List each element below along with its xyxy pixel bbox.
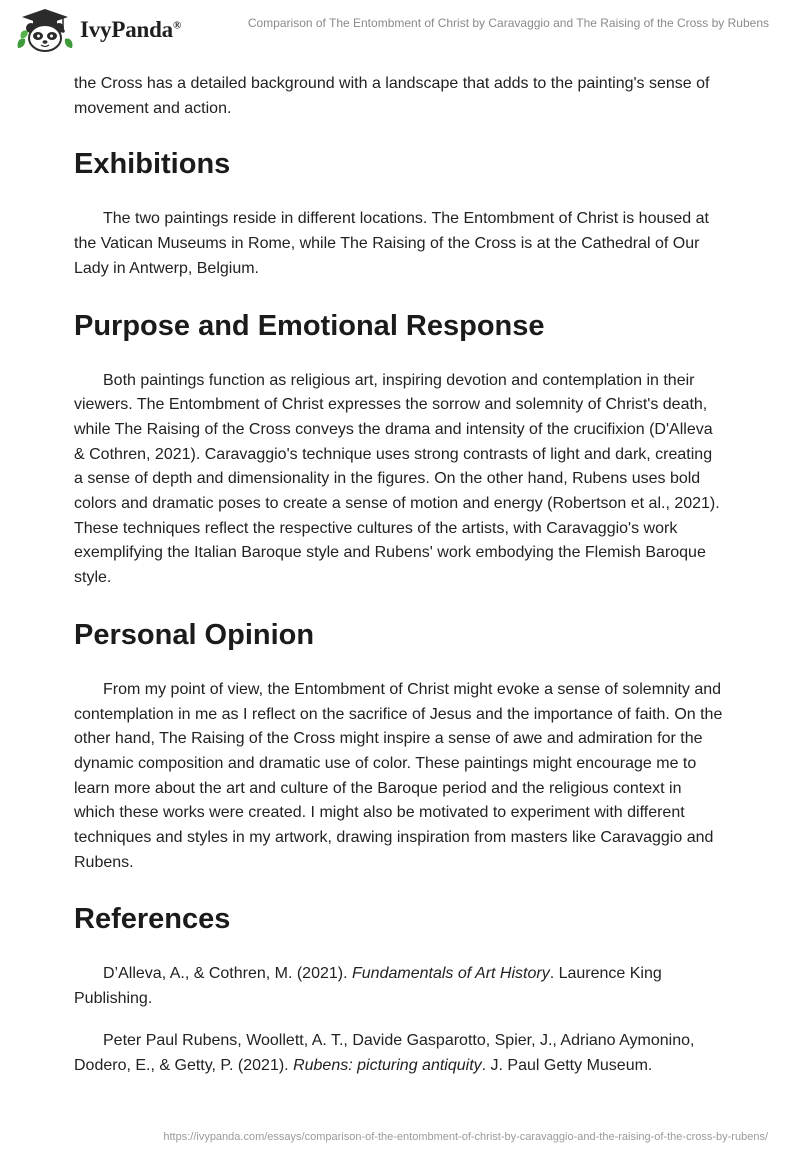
essay-body bbox=[74, 72, 724, 1095]
source-url[interactable]: https://ivypanda.com/essays/comparison-of-the-entombment-of-christ-by-caravaggio-and-the-raising-of-the-cross-by-rubens/ bbox=[163, 1131, 768, 1143]
purpose-paragraph: Both paintings function as religious art, inspiring devotion and contemplation in their viewers. The Entombment of Christ expresses the sorrow and solemnity of Christ's death, while The Raising of the Cross conveys the drama and intensity of the crucifixion (D'Alleva & Cothren, 2021). Caravaggio's technique uses strong contrasts of light and dark, creating a sense of depth and dimensionality in the figures. On the other hand, Rubens uses bold colors and dramatic poses to create a sense of motion and energy (Robertson et al., 2021). These techniques reflect the respective cultures of the artists, with Caravaggio's work exemplifying the Italian Baroque style and Rubens' work embodying the Flemish Baroque style. bbox=[74, 371, 720, 587]
exhibitions-paragraph: The two paintings reside in different locations. The Entombment of Christ is housed at the Vatican Museums in Rome, while The Raising of the Cross is at the Cathedral of Our Lady in Antwerp, Belgium. bbox=[74, 210, 709, 277]
purpose-heading: Purpose and Emotional Response bbox=[74, 309, 545, 342]
panda-graduate-icon bbox=[14, 8, 76, 52]
logo-wordmark: IvyPanda® bbox=[80, 17, 182, 42]
intro-continued-paragraph: the Cross has a detailed background with a landscape that adds to the painting's sense of movement and action. bbox=[74, 75, 710, 117]
opinion-heading: Personal Opinion bbox=[74, 618, 315, 651]
exhibitions-heading: Exhibitions bbox=[74, 148, 231, 181]
reference-item: D’Alleva, A., & Cothren, M. (2021). Fundamentals of Art History. Laurence King Publishing. bbox=[74, 965, 662, 1008]
page-header bbox=[0, 0, 800, 60]
ivypanda-logo[interactable] bbox=[14, 8, 181, 52]
references-heading: References bbox=[74, 903, 231, 936]
reference-item: Peter Paul Rubens, Woollett, A. T., Davide Gasparotto, Spier, J., Adriano Aymonino, Dodero, E., & Getty, P. (2021). Rubens: picturing antiquity. J. Paul Getty Museum. bbox=[74, 1031, 695, 1074]
document-title: Comparison of The Entombment of Christ by Caravaggio and The Raising of the Cross by Rubens bbox=[247, 16, 769, 30]
opinion-paragraph: From my point of view, the Entombment of Christ might evoke a sense of solemnity and contemplation in me as I reflect on the sacrifice of Jesus and the importance of faith. On the other hand, The Raising of the Cross might inspire a sense of awe and admiration for the dynamic composition and dramatic use of color. These paintings might encourage me to learn more about the art and culture of the Baroque period and the religious context in which these works were created. I might also be motivated to experiment with different techniques and styles in my artwork, drawing inspiration from masters like Caravaggio and Rubens. bbox=[74, 680, 723, 871]
reference-title: Rubens: picturing antiquity bbox=[293, 1056, 482, 1074]
reference-title: Fundamentals of Art History bbox=[352, 965, 550, 983]
